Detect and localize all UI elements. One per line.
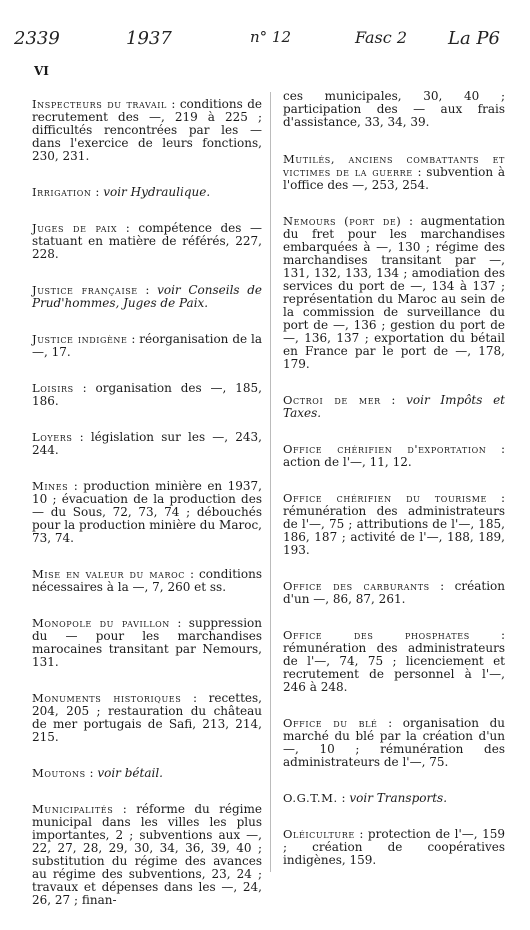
entry-text: : protection de l'—, 159 ; création de coopératives indigènes, 159.	[283, 827, 505, 867]
index-entry	[32, 382, 262, 408]
entry-text: : suppression du — pour les marchandises marocaines transitant par Nemours, 131.	[32, 616, 262, 669]
column-divider	[270, 92, 271, 872]
index-entry	[32, 803, 262, 907]
index-entry	[283, 394, 505, 420]
entry-text: : compétence des — statuant en matière de référés, 227, 228.	[32, 221, 262, 261]
entry-heading: Octroi de mer	[283, 393, 381, 407]
index-entry-continuation	[283, 90, 505, 129]
index-entry	[32, 186, 262, 199]
entry-crossref: voir Impôts et Taxes.	[283, 393, 506, 420]
entry-heading: Office chérifien d'exportation	[283, 442, 487, 456]
index-entry	[283, 629, 505, 694]
index-entry	[32, 480, 262, 545]
entry-text: : rémunération des administrateurs de l'—, 75 ; attributions de l'—, 185, 186, 187 ; activité de l'—, 188, 189, 193.	[283, 491, 505, 557]
index-entry	[283, 492, 505, 557]
entry-heading: Mutilés, anciens combattants et victimes de la guerre	[283, 152, 505, 179]
entry-text: :	[337, 791, 350, 805]
entry-crossref: voir Hydraulique.	[103, 185, 211, 199]
index-entry	[283, 828, 505, 867]
entry-heading: Justice indigène	[32, 332, 128, 346]
handwritten-note-issue: n° 12	[250, 28, 292, 46]
page-number: VI	[34, 64, 49, 78]
entry-text: : production minière en 1937, 10 ; évacuation de la production des — du Sous, 72, 73, 74 ; débouchés pour la production minière du Maroc, 73, 74.	[32, 479, 262, 545]
entry-heading: Irrigation	[32, 185, 92, 199]
entry-text: ces municipales, 30, 40 ; participation des — aux frais d'assistance, 33, 34, 39.	[283, 89, 505, 129]
entry-crossref: voir Transports.	[349, 791, 448, 805]
index-column-right	[283, 90, 505, 890]
index-entry	[283, 153, 505, 192]
entry-heading: Monopole du pavillon	[32, 616, 170, 630]
index-entry	[32, 767, 262, 780]
entry-heading: O.G.T.M.	[283, 791, 338, 805]
entry-heading: Loisirs	[32, 381, 74, 395]
entry-heading: Mise en valeur du maroc	[32, 567, 185, 581]
entry-heading: Office des carburants	[283, 579, 430, 593]
entry-text: : rémunération des administrateurs de l'—, 74, 75 ; licenciement et recrutement de personnel à l'—, 246 à 248.	[283, 628, 505, 694]
entry-crossref: voir bétail.	[97, 766, 163, 780]
entry-text: : législation sur les —, 243, 244.	[32, 430, 262, 457]
index-entry	[283, 580, 505, 606]
index-entry	[32, 333, 262, 359]
index-entry	[32, 617, 262, 669]
entry-text: : conditions nécessaires à la —, 7, 260 et ss.	[32, 567, 262, 594]
entry-heading: Loyers	[32, 430, 73, 444]
entry-heading: Juges de paix	[32, 221, 118, 235]
entry-text: :	[91, 185, 104, 199]
index-entry	[32, 284, 262, 310]
index-column-left	[32, 98, 262, 930]
handwritten-note-location: La P6	[448, 28, 500, 49]
entry-heading: Municipalités	[32, 802, 114, 816]
entry-heading: Office du blé	[283, 716, 378, 730]
entry-text: : réforme du régime municipal dans les villes les plus importantes, 2 ; subventions aux —, 22, 27, 28, 29, 30, 34, 36, 39, 40 ; substitution du régime des avances au régime des subventions, 23, 24 ; travaux et dépenses dans les —, 24, 26, 27 ; finan-	[32, 802, 262, 907]
entry-text: :	[380, 393, 407, 407]
index-entry	[283, 792, 505, 805]
entry-heading: Monuments historiques	[32, 691, 182, 705]
entry-heading: Office chérifien du tourisme	[283, 491, 487, 505]
entry-text: : recettes, 204, 205 ; restauration du château de mer portugais de Safi, 213, 214, 215.	[32, 691, 262, 744]
entry-heading: Office des phosphates	[283, 628, 470, 642]
entry-text: :	[85, 766, 98, 780]
index-entry	[32, 98, 262, 163]
index-entry	[32, 692, 262, 744]
entry-text: :	[137, 283, 158, 297]
index-entry	[283, 215, 505, 371]
index-entry	[283, 443, 505, 469]
entry-text: : organisation du marché du blé par la création d'un —, 10 ; rémunération des administrateurs de l'—, 75.	[283, 716, 506, 769]
index-entry	[32, 222, 262, 261]
entry-heading: Inspecteurs du travail	[32, 97, 167, 111]
handwritten-note-fascicle: Fasc 2	[355, 28, 407, 47]
entry-text: : création d'un —, 86, 87, 261.	[283, 579, 505, 606]
entry-text: : organisation des —, 185, 186.	[32, 381, 262, 408]
entry-heading: Moutons	[32, 766, 86, 780]
entry-text: : augmentation du fret pour les marchandises embarquées à —, 130 ; régime des marchandises transitant par —, 131, 132, 133, 134 ; amodiation des services du port de —, 134 à 137 ; représentation du Maroc au sein de la commission de surveillance du port de —, 136 ; gestion du port de —, 136, 137 ; exportation du bétail en France par le port de —, 178, 179.	[283, 214, 505, 371]
entry-text: : conditions de recrutement des —, 219 à 225 ; difficultés rencontrées par les — dans l'exercice de leurs fonctions, 230, 231.	[32, 97, 263, 163]
index-entry	[283, 717, 505, 769]
entry-text: : action de l'—, 11, 12.	[283, 442, 505, 469]
entry-heading: Oléiculture	[283, 827, 355, 841]
index-entry	[32, 431, 262, 457]
entry-crossref: voir Conseils de Prud'hommes, Juges de Paix.	[32, 283, 262, 310]
entry-heading: Mines	[32, 479, 69, 493]
entry-heading: Justice française	[32, 283, 138, 297]
handwritten-note-number: 2339	[14, 28, 60, 49]
entry-text: : réorganisation de la —, 17.	[32, 332, 262, 359]
entry-heading: Nemours (port de)	[283, 214, 402, 228]
handwritten-note-year: 1937	[126, 28, 172, 49]
entry-text: : subvention à l'office des —, 253, 254.	[283, 165, 505, 192]
index-entry	[32, 568, 262, 594]
